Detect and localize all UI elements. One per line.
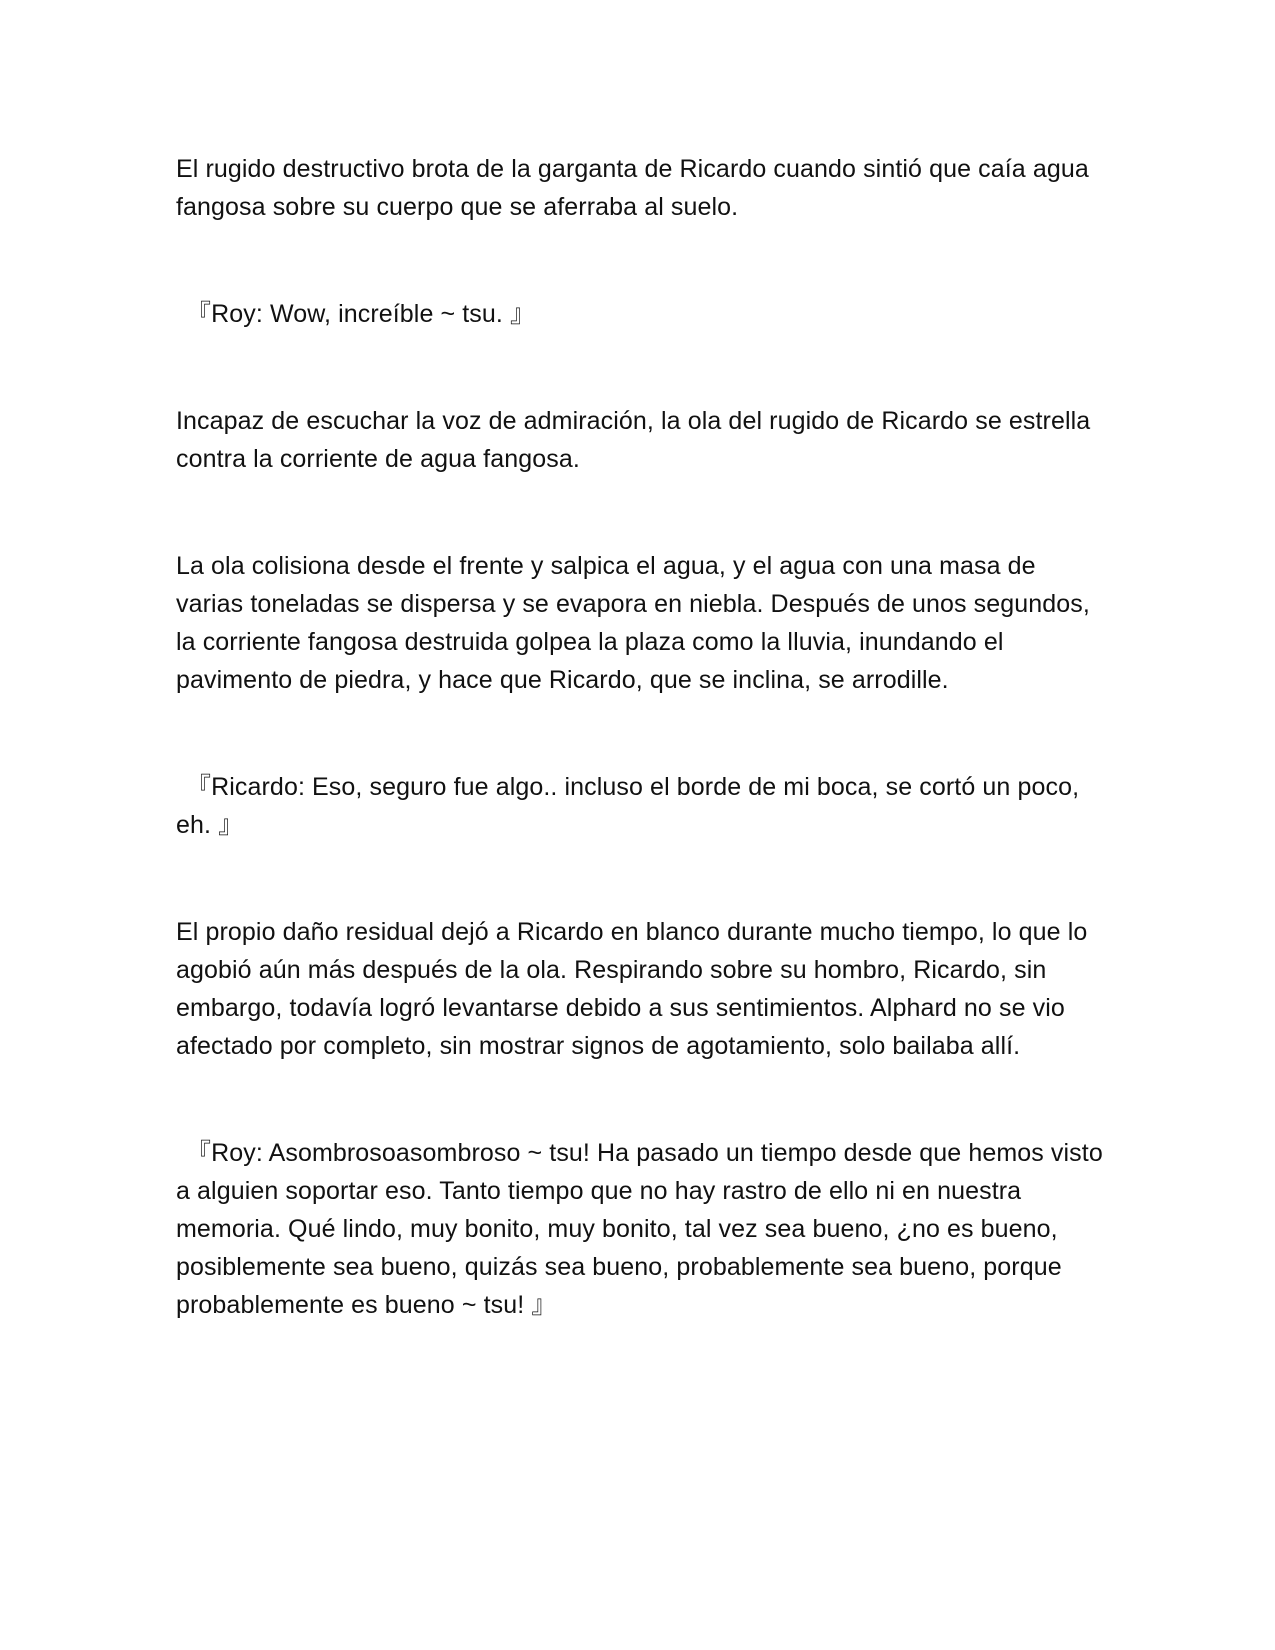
dialogue-roy-1: 『Roy: Wow, increíble ~ tsu. 』 — [186, 300, 536, 328]
document-body — [176, 150, 1106, 1393]
narration-paragraph-3: La ola colisiona desde el frente y salpica el agua, y el agua con una masa de varias toneladas se dispersa y se evapora en niebla. Después de unos segundos, la corriente fangosa destruida golpea la plaza como la lluvia, inundando el pavimento de piedra, y hace que Ricardo, que se inclina, se arrodille. — [176, 552, 1090, 694]
narration-paragraph-2: Incapaz de escuchar la voz de admiración, la ola del rugido de Ricardo se estrella contra la corriente de agua fangosa. — [176, 407, 1091, 473]
dialogue-roy-2: 『Roy: Asombrosoasombroso ~ tsu! Ha pasado un tiempo desde que hemos visto a alguien soportar eso. Tanto tiempo que no hay rastro de ello ni en nuestra memoria. Qué lindo, muy bonito, muy bonito, tal vez sea bueno, ¿no es bueno, posiblemente sea bueno, quizás sea bueno, probablemente sea bueno, porque probablemente es bueno ~ tsu! 』 — [176, 1139, 1103, 1319]
narration-paragraph-4: El propio daño residual dejó a Ricardo en blanco durante mucho tiempo, lo que lo agobió aún más después de la ola. Respirando sobre su hombro, Ricardo, sin embargo, todavía logró levantarse debido a sus sentimientos. Alphard no se vio afectado por completo, sin mostrar signos de agotamiento, solo bailaba allí. — [176, 918, 1088, 1060]
narration-paragraph-1: El rugido destructivo brota de la garganta de Ricardo cuando sintió que caía agua fangosa sobre su cuerpo que se aferraba al suelo. — [176, 155, 1089, 221]
dialogue-ricardo-1: 『Ricardo: Eso, seguro fue algo.. incluso el borde de mi boca, se cortó un poco, eh. 』 — [176, 773, 1080, 839]
